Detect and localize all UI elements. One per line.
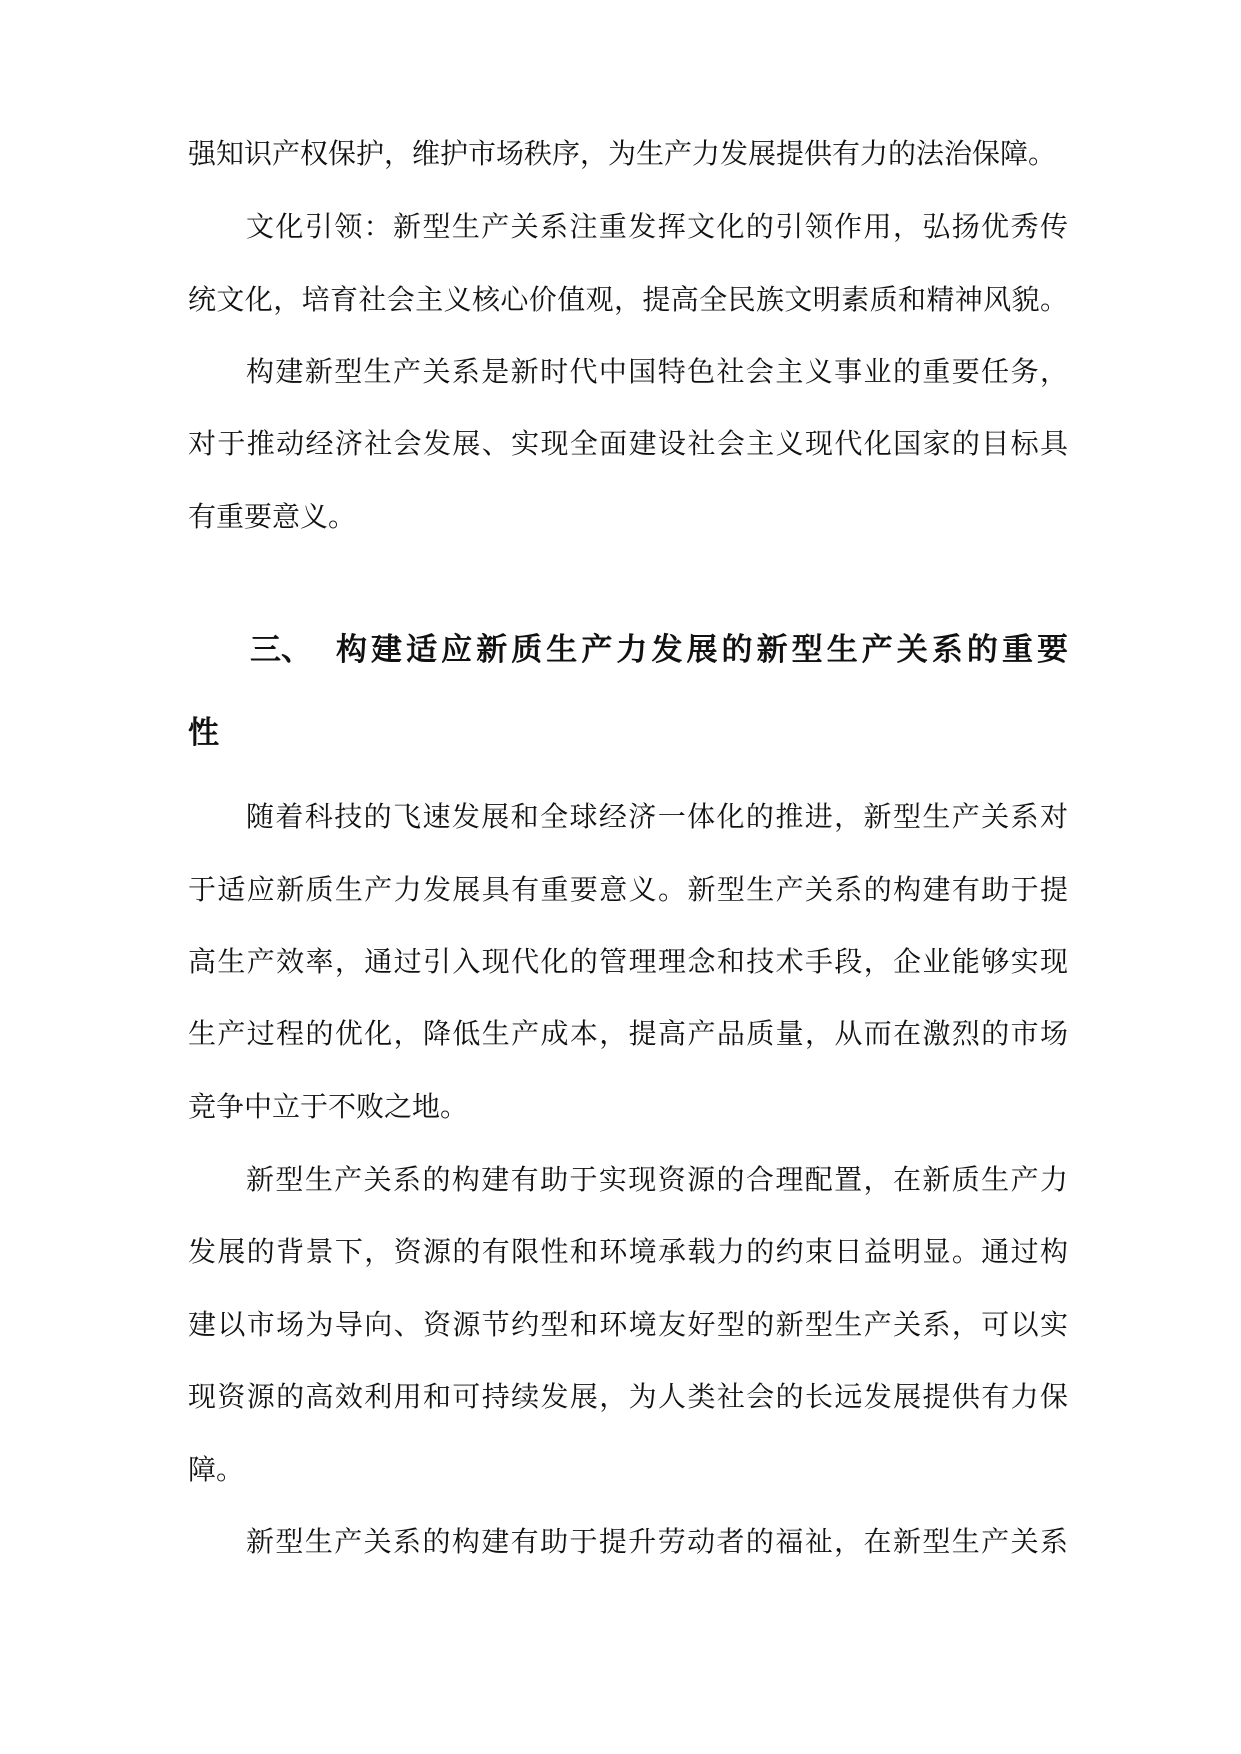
section-number: 三、 (250, 632, 312, 668)
paragraph-line: 新型生产关系的构建有助于提升劳动者的福祉，在新型生产关系 (246, 1525, 1068, 1558)
paragraph-line: 新型生产关系的构建有助于实现资源的合理配置，在新质生产力 (246, 1163, 1068, 1196)
paragraph-line: 随着科技的飞速发展和全球经济一体化的推进，新型生产关系对 (246, 800, 1068, 833)
paragraph-line: 有重要意义。 (188, 500, 357, 533)
paragraph-line: 于适应新质生产力发展具有重要意义。新型生产关系的构建有助于提 (188, 873, 1068, 906)
paragraph-line: 统文化，培育社会主义核心价值观，提高全民族文明素质和精神风貌。 (188, 283, 1068, 316)
paragraph-line: 现资源的高效利用和可持续发展，为人类社会的长远发展提供有力保 (188, 1380, 1068, 1413)
paragraph-line: 竞争中立于不败之地。 (188, 1090, 469, 1123)
paragraph-line: 障。 (188, 1453, 245, 1486)
paragraph-line: 高生产效率，通过引入现代化的管理理念和技术手段，企业能够实现 (188, 945, 1068, 978)
section-title-line: 性 (188, 715, 219, 751)
paragraph-line: 建以市场为导向、资源节约型和环境友好型的新型生产关系，可以实 (188, 1308, 1068, 1341)
paragraph-line: 对于推动经济社会发展、实现全面建设社会主义现代化国家的目标具 (188, 427, 1068, 460)
paragraph-line: 构建新型生产关系是新时代中国特色社会主义事业的重要任务， (246, 355, 1068, 388)
paragraph-line: 强知识产权保护，维护市场秩序，为生产力发展提供有力的法治保障。 (188, 137, 1057, 170)
paragraph-line: 生产过程的优化，降低生产成本，提高产品质量，从而在激烈的市场 (188, 1017, 1068, 1050)
paragraph-line: 发展的背景下，资源的有限性和环境承载力的约束日益明显。通过构 (188, 1235, 1068, 1268)
section-title-line: 构建适应新质生产力发展的新型生产关系的重要 (336, 632, 1068, 668)
paragraph-line: 文化引领：新型生产关系注重发挥文化的引领作用，弘扬优秀传 (246, 210, 1068, 243)
section-heading-continuation (188, 711, 1068, 755)
